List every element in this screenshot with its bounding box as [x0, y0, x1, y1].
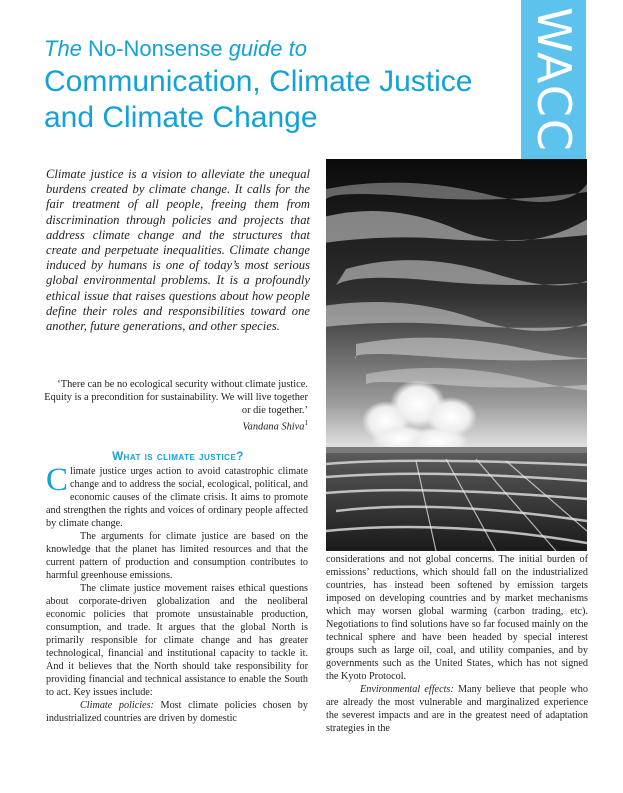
- guide-series: No-Nonsense: [88, 36, 223, 61]
- quote-text: ‘There can be no ecological security without climate justice. Equity is a precondition for sustainability. We will live together or die together.’: [44, 379, 308, 416]
- body-paragraph-2: The arguments for climate justice are based on the knowledge that the planet has limited resources and that the current pattern of production and consumption contributes to harmful greenhouse emissions.: [46, 531, 308, 581]
- environmental-effects-label: Environmental effects:: [360, 684, 454, 695]
- quote-author: Vandana Shiva: [242, 421, 305, 433]
- industrial-landscape-photo: [326, 159, 587, 551]
- body-paragraph-4: Climate policies: Most climate policies chosen by industrialized countries are driven by domestic: [46, 700, 308, 724]
- body-paragraph-5: considerations and not global concerns. The initial burden of emissions’ reductions, which should fall on the industrialized countries, has instead been softened by emission targets imposed on developing countries and by market mechanisms which may worsen global warming (carbon trading, etc). Negotiations to find solutions have so far focused mainly on the technical sphere and have been headed by special interest groups such as large oil, coal, and utility companies, and by governments such as the United States, which has not signed the Kyoto Protocol.: [326, 554, 588, 682]
- body-paragraph-1: Climate justice urges action to avoid catastrophic climate change and to address the social, ecological, political, and economic causes of the climate crisis. It aims to promote and strengthen the rights and voices of ordinary people affected by climate change.: [46, 462, 308, 529]
- section-heading: What is climate justice?: [112, 451, 244, 463]
- wacc-logo-tab: [521, 0, 586, 160]
- quote-footnote-marker: 1: [304, 419, 308, 427]
- drop-cap: C: [46, 462, 69, 498]
- guide-series-line: [44, 36, 514, 62]
- body-paragraph-6: Environmental effects: Many believe that people who are already the most vulnerable and marginalized experience the severest impacts and are in the greatest need of adaptation strategies in the: [326, 684, 588, 734]
- climate-policies-label: Climate policies:: [80, 700, 154, 711]
- body-column-left: [46, 462, 308, 725]
- page-header: [44, 36, 514, 136]
- guide-the: The: [44, 36, 82, 61]
- intro-lead-paragraph: Climate justice is a vision to alleviate the unequal burdens created by climate change. It calls for the fair treatment of all people, freeing them from discrimination through policies and projects that address climate change and the structures that create and perpetuate inequalities. Climate change induced by humans is one of today’s most serious global environmental problems. It is a profoundly ethical issue that raises questions about how people define their roles and responsibilities toward one another, future generations, and other species.: [46, 167, 310, 334]
- title-line-2: and Climate Change: [44, 101, 318, 134]
- title-line-1: Communication, Climate Justice: [44, 65, 473, 98]
- body-paragraph-3: The climate justice movement raises ethical questions about corporate-driven globalization and the neoliberal economic policies that promote unsustainable production, consumption, and trade. It argues that the global North is primarily responsible for climate change and has greater technological, financial and institutional capacity to tackle it. And it believes that the North should take responsibility for providing financial and technical assistance to enable the South to act. Key issues include:: [46, 583, 308, 698]
- pull-quote: [40, 378, 308, 433]
- wacc-logo-text: WACC: [526, 7, 581, 153]
- page-title: [44, 64, 514, 136]
- guide-to: guide to: [228, 36, 307, 61]
- body-column-right: [326, 553, 588, 735]
